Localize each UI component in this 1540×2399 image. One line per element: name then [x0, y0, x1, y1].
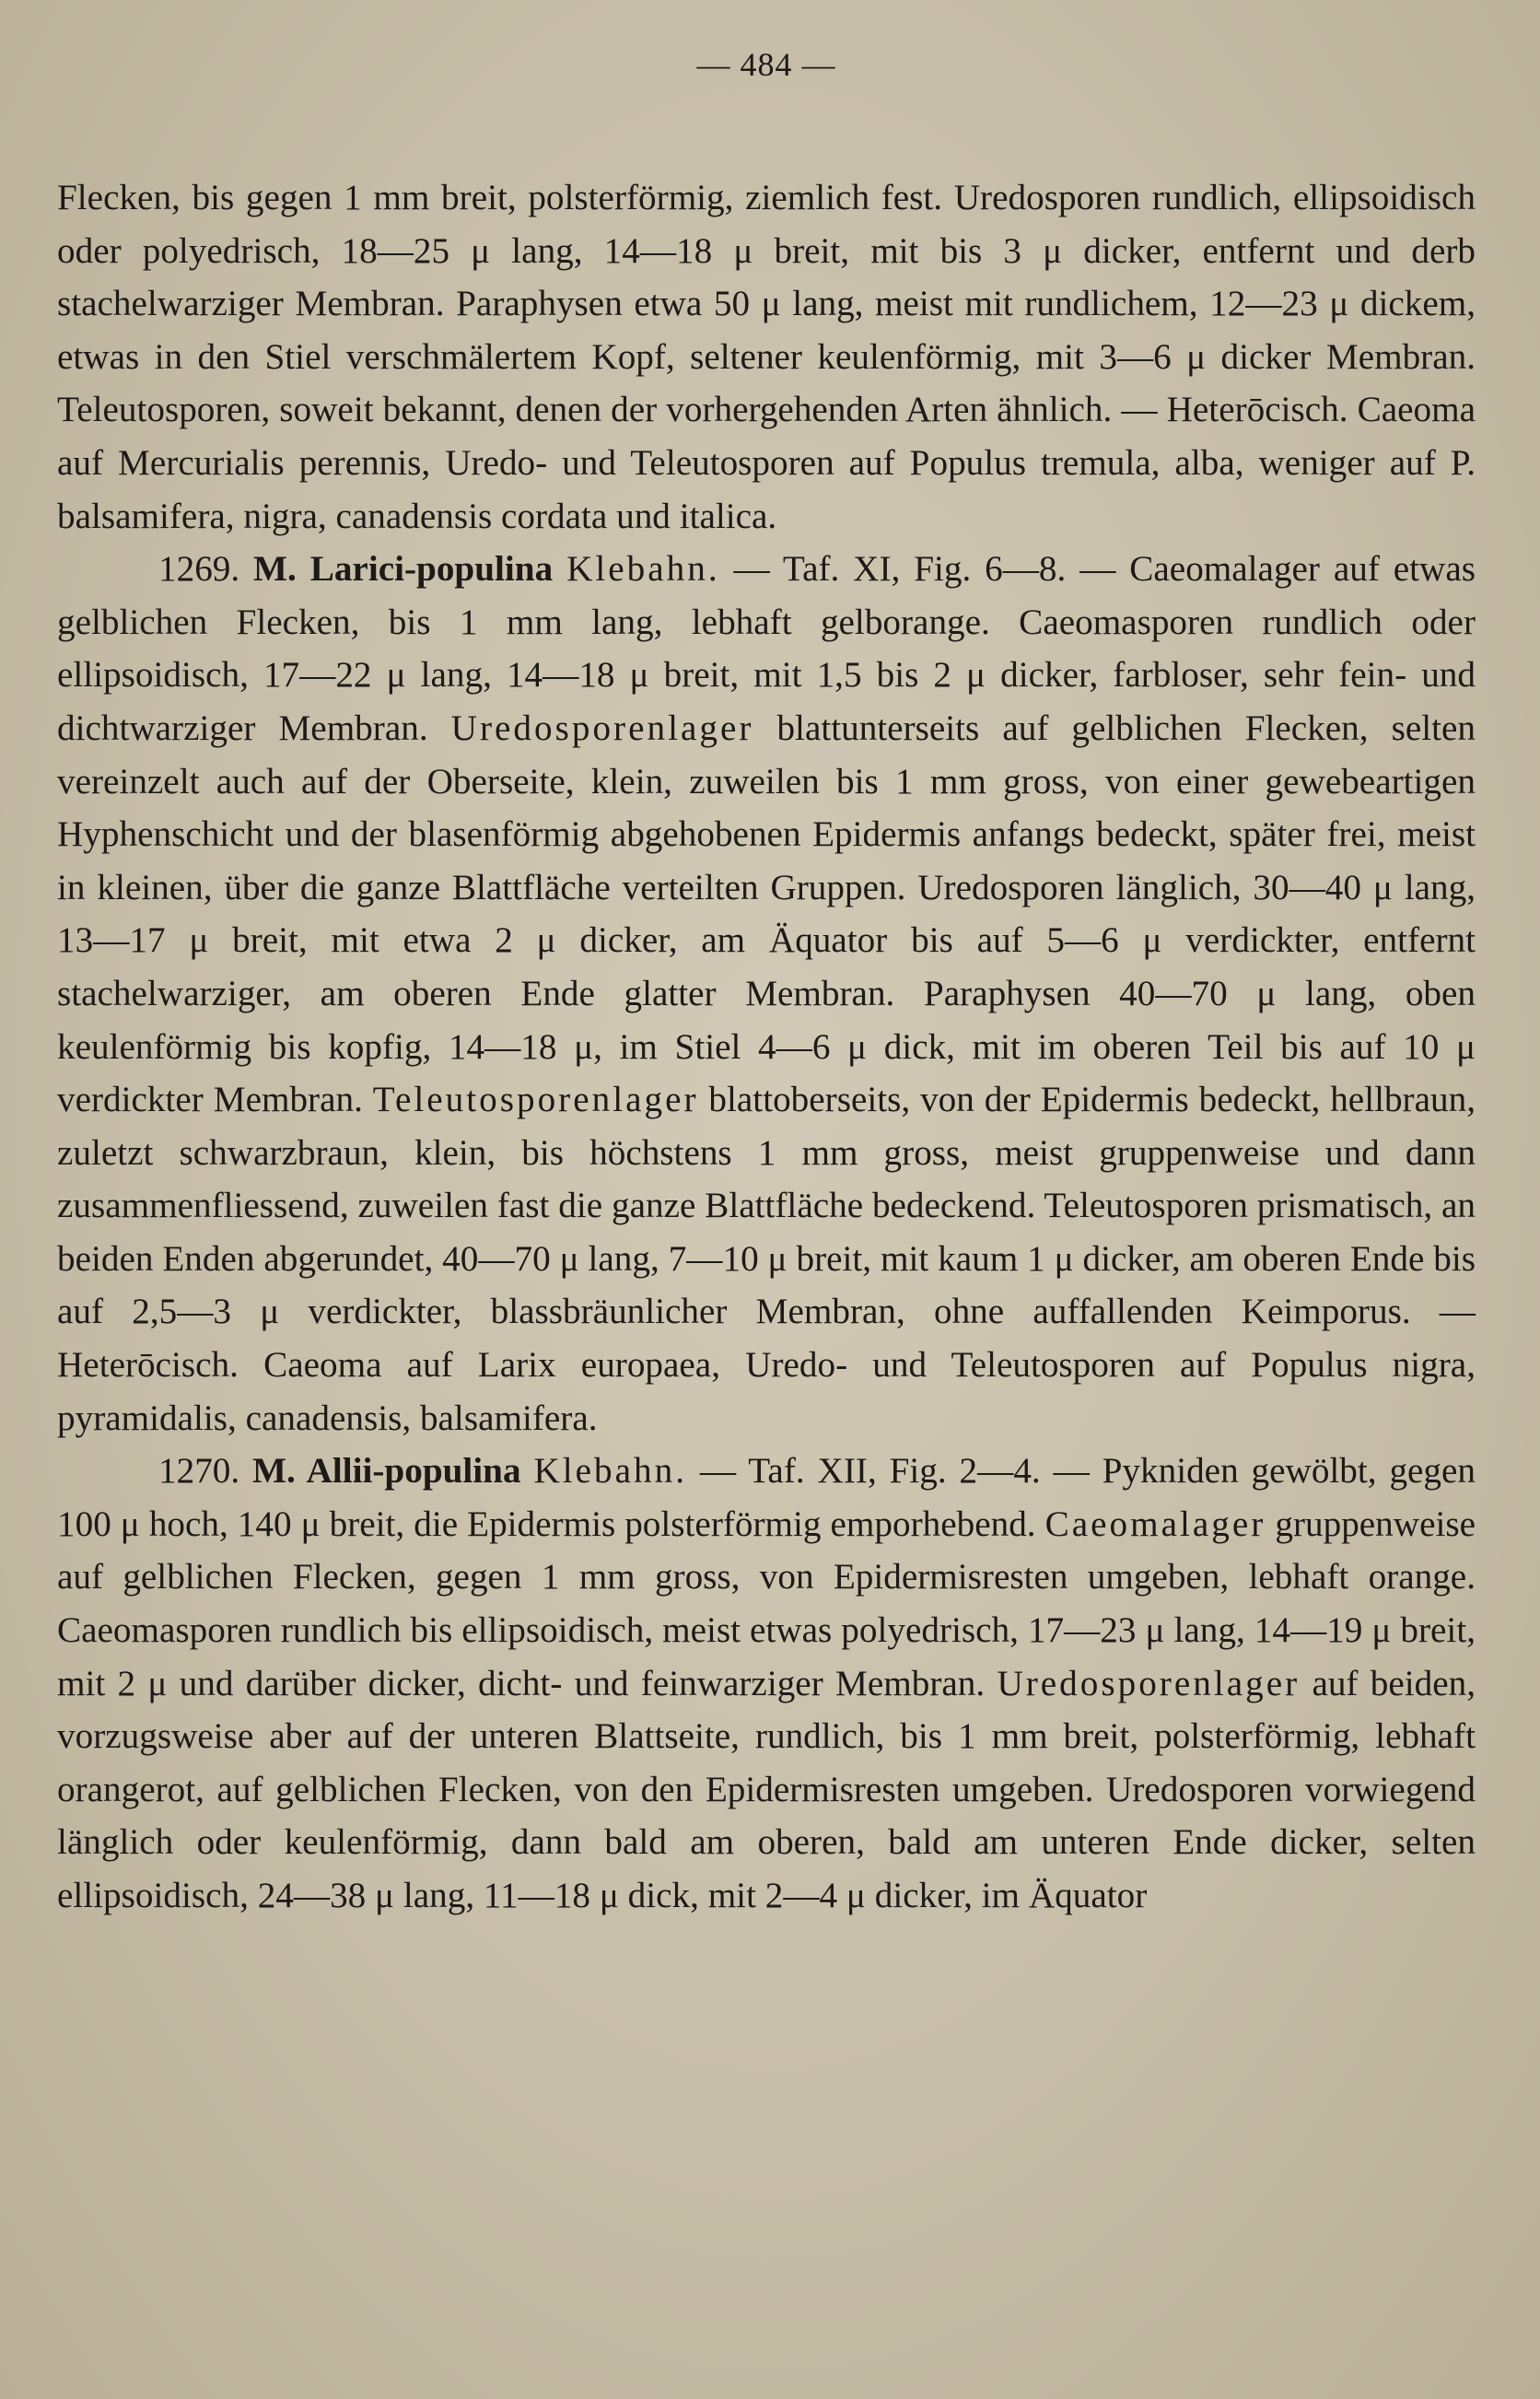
paragraph-entry-1270 [57, 1445, 1476, 1922]
paragraph-entry-1269 [57, 543, 1476, 1445]
paragraph-continuation: Flecken, bis gegen 1 mm breit, polsterförmig, ziemlich fest. Uredosporen rundlich, ellipsoidisch oder polyedrisch, 18—25 μ lang, 14—18 μ breit, mit bis 3 μ dicker, entfernt und derb stachelwarziger Membran. Paraphysen etwa 50 μ lang, meist mit rundlichem, 12—23 μ dickem, etwas in den Stiel verschmälertem Kopf, seltener keulenförmig, mit 3—6 μ dicker Membran. Teleutosporen, soweit bekannt, denen der vorhergehenden Arten ähnlich. — Heterōcisch. Caeoma auf Mercurialis perennis, Uredo- und Teleutosporen auf Populus tremula, alba, weniger auf P. balsamifera, nigra, canadensis cordata und italica. [57, 178, 1476, 536]
entry-number: 1269. [158, 549, 240, 590]
species-name: M. Allii-populina [252, 1451, 521, 1492]
description-text: blattoberseits, von der Epidermis bedeckt, hellbraun, zuletzt schwarzbraun, klein, bis höchstens 1 mm gross, meist gruppenweise und dann zusammenfliessend, zuweilen fast die ganze Blattfläche bedeckend. Teleutosporen prismatisch, an beiden Enden abgerundet, 40—70 μ lang, 7—10 μ breit, mit kaum 1 μ dicker, am oberen Ende bis auf 2,5—3 μ verdickter, blassbräunlicher Membran, ohne auffallenden Keimporus. — Heterōcisch. Caeoma auf Larix europaea, Uredo- und Teleutosporen auf Populus nigra, pyramidalis, canadensis, balsamifera. [57, 1080, 1476, 1438]
page-body [57, 171, 1476, 1923]
description-term: Caeomalager [1129, 549, 1320, 590]
entry-number: 1270. [158, 1451, 240, 1492]
description-term: Uredosporenlager [997, 1663, 1301, 1703]
description-text: auf beiden, vorzugsweise aber auf der unteren Blattseite, rundlich, bis 1 mm breit, polsterförmig, lebhaft orangerot, auf gelblichen Flecken, von den Epidermisresten umgeben. Uredosporen vorwiegend länglich oder keulenförmig, dann bald am oberen, bald am unteren Ende dicker, selten ellipsoidisch, 24—38 μ lang, 11—18 μ dick, mit 2—4 μ dicker, im Äquator [57, 1663, 1476, 1915]
description-term: Uredosporenlager [450, 708, 754, 748]
page-number: — 484 — [696, 46, 836, 83]
description-term: Teleutosporenlager [372, 1080, 699, 1120]
species-author: Klebahn. [533, 1451, 688, 1492]
book-page [57, 37, 1476, 2358]
description-text: — Taf. XI, Fig. 6—8. — [733, 549, 1130, 590]
description-term: Caeomalager [1044, 1504, 1266, 1544]
description-text: blattunterseits auf gelblichen Flecken, selten vereinzelt auch auf der Oberseite, klein, zuweilen bis 1 mm gross, von einer gewebeartigen Hyphenschicht und der blasenförmig abgehobenen Epidermis anfangs bedeckt, später frei, meist in kleinen, über die ganze Blattfläche verteilten Gruppen. Uredosporen länglich, 30—40 μ lang, 13—17 μ breit, mit etwa 2 μ dicker, am Äquator bis auf 5—6 μ verdickter, entfernt stachelwarziger, am oberen Ende glatter Membran. Paraphysen 40—70 μ lang, oben keulenförmig bis kopfig, 14—18 μ, im Stiel 4—6 μ dick, mit im oberen Teil bis auf 10 μ verdickter Membran. [57, 708, 1476, 1120]
species-name: M. Larici-populina [253, 549, 554, 590]
description-text: gruppenweise auf gelblichen Flecken, gegen 1 mm gross, von Epidermisresten umgeben, lebhaft orange. Caeomasporen rundlich bis ellipsoidisch, meist etwas polyedrisch, 17—23 μ lang, 14—19 μ breit, mit 2 μ und darüber dicker, dicht- und feinwarziger Membran. [57, 1504, 1476, 1703]
species-author: Klebahn. [566, 549, 720, 590]
description-text: — Taf. XII, Fig. 2—4. — Pykniden gewölbt, gegen 100 μ hoch, 140 μ breit, die Epidermis polsterförmig emporhebend. [57, 1451, 1476, 1544]
description-text: auf etwas gelblichen Flecken, bis 1 mm lang, lebhaft gelborange. Caeomasporen rundlich oder ellipsoidisch, 17—22 μ lang, 14—18 μ breit, mit 1,5 bis 2 μ dicker, farbloser, sehr fein- und dichtwarziger Membran. [57, 549, 1476, 748]
